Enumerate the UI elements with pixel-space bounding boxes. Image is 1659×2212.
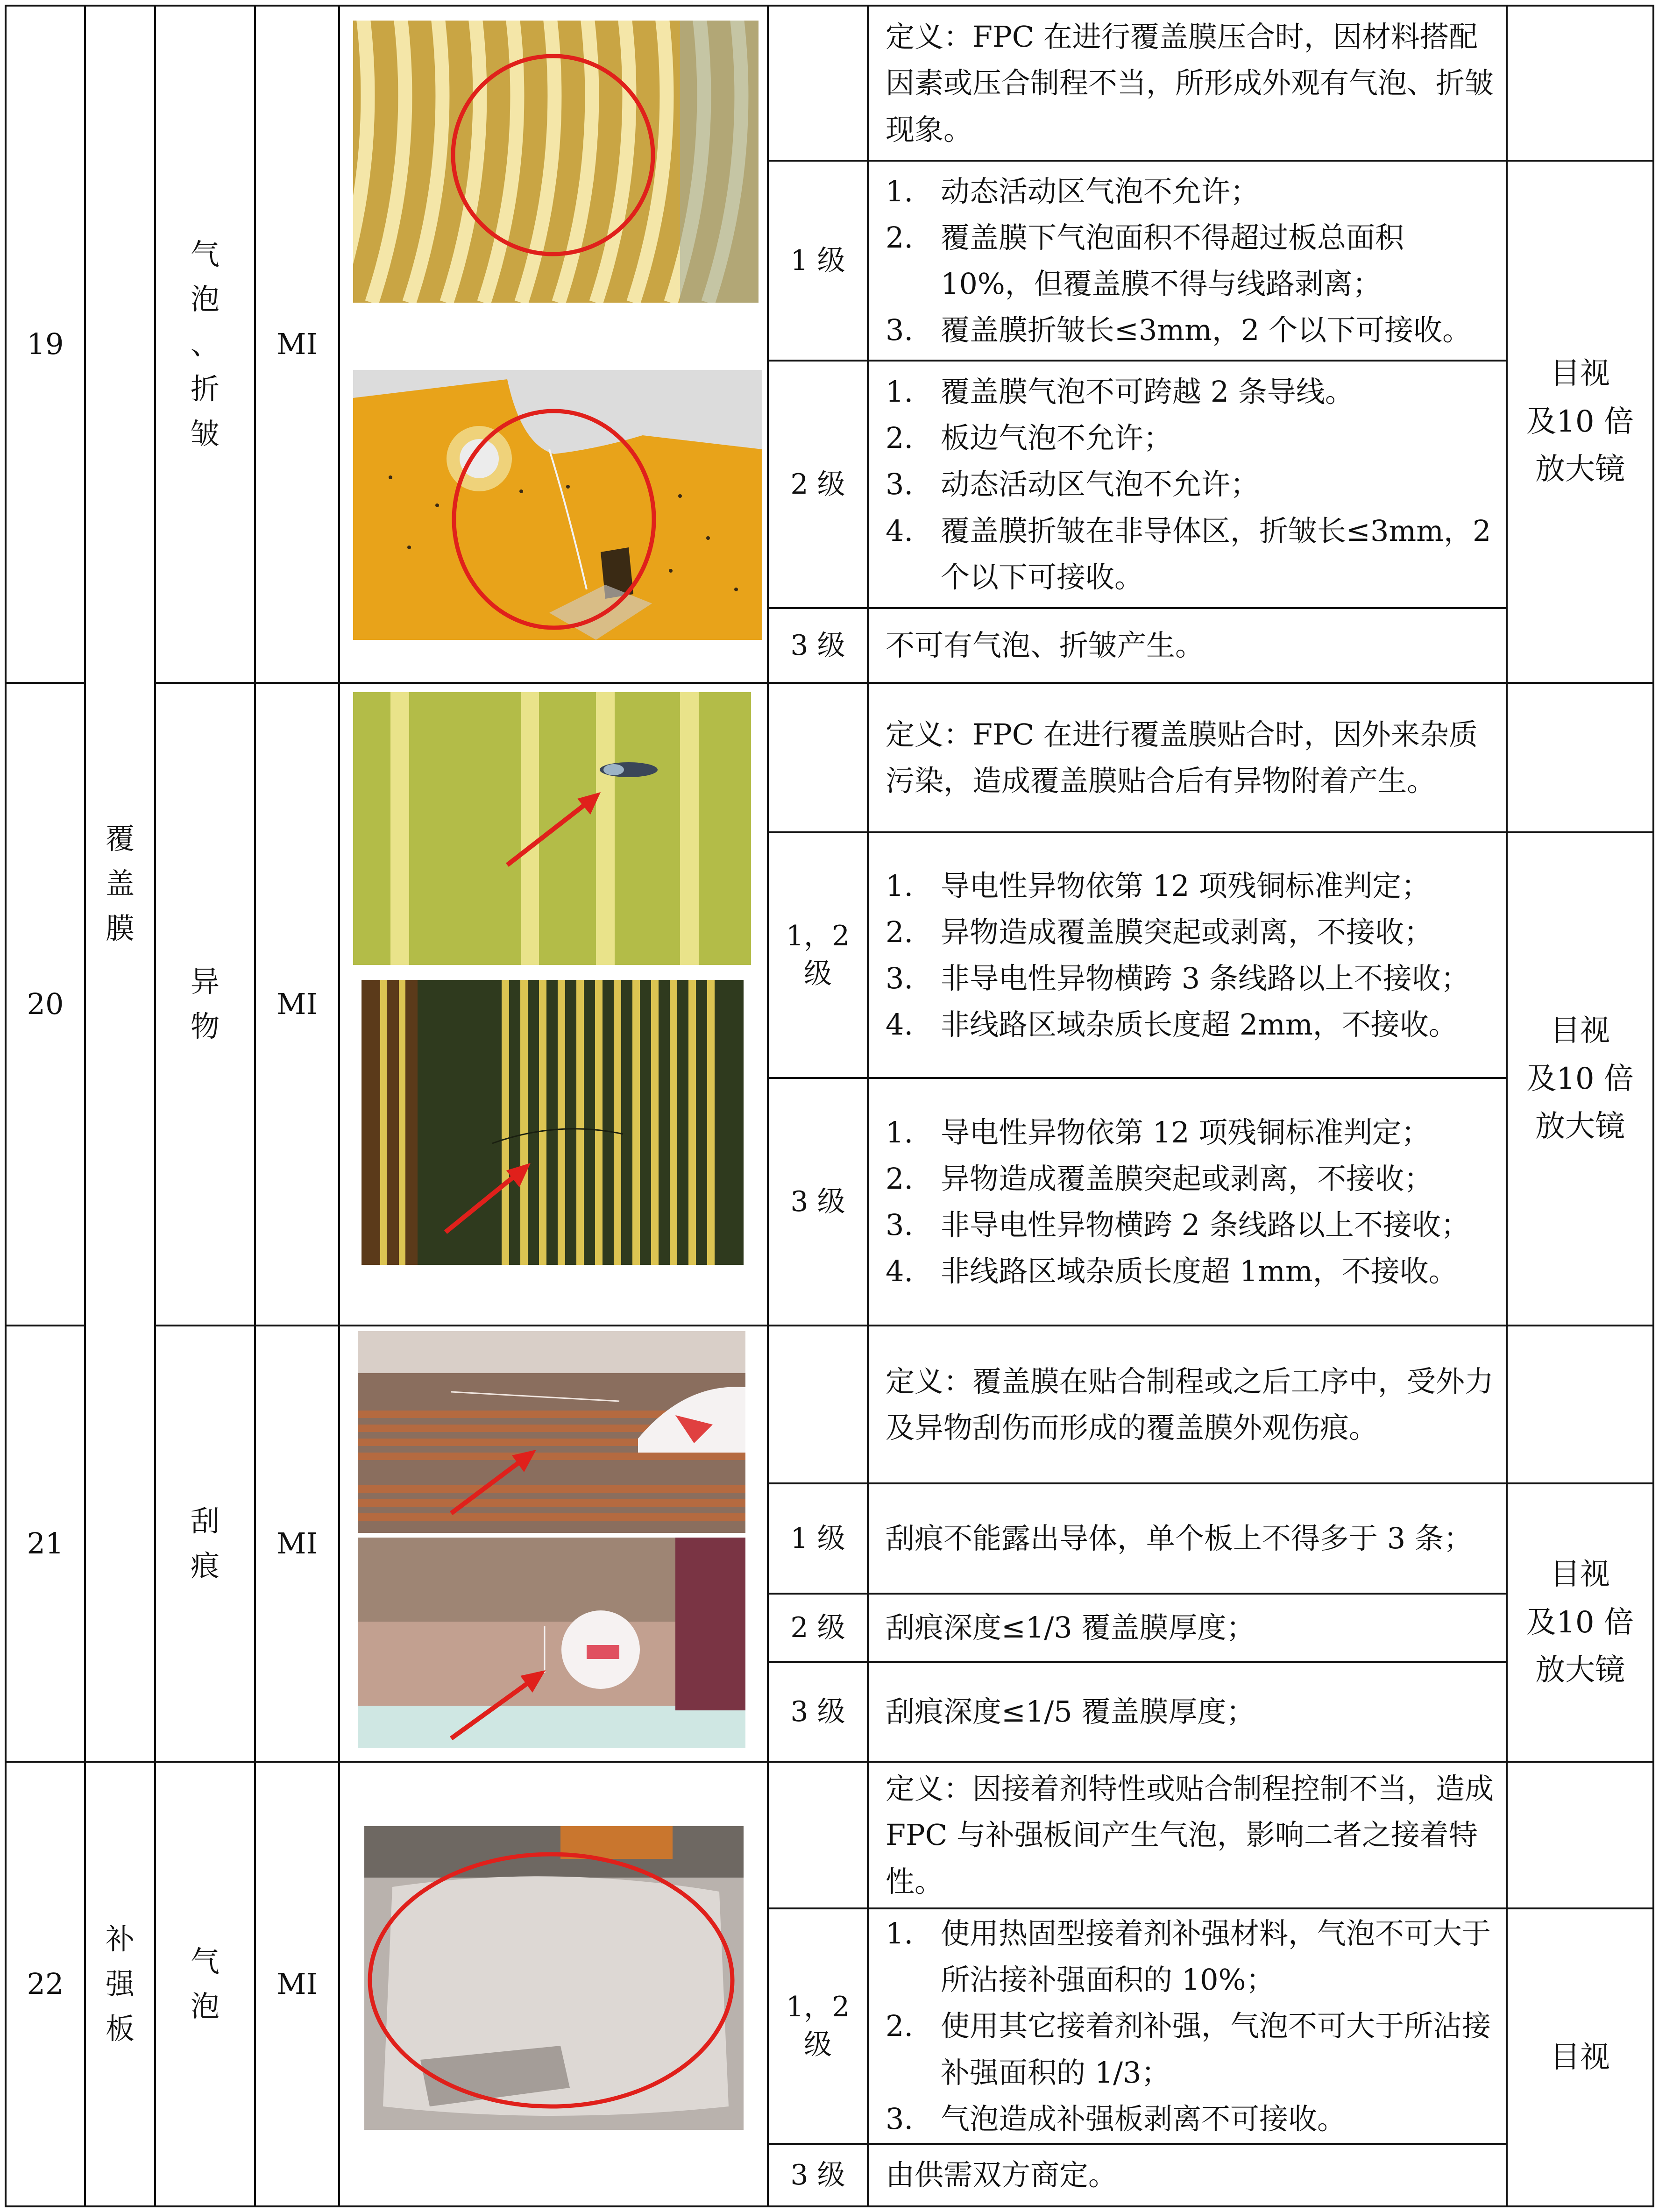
row-20-definition: 定义：FPC 在进行覆盖膜贴合时，因外来杂质污染，造成覆盖膜贴合后有异物附着产生。 [867, 682, 1508, 833]
row-21-level-1: 1 级 [767, 1482, 869, 1595]
row-19-inspection-method: 目视 及10 倍 放大镜 [1506, 160, 1654, 684]
row-19-level-3-criteria: 不可有气泡、折皱产生。 [867, 607, 1508, 684]
row-21-number: 21 [5, 1325, 86, 1763]
row-19-level-1-criteria: 1. 动态活动区气泡不允许； 2. 覆盖膜下气泡面积不得超过板总面积 10%，但覆盖膜不得与线路剥离； 3. 覆盖膜折皱长≤3mm，2 个以下可接收。 [867, 160, 1508, 362]
row-19-defect-name: 气 泡 、 折 皱 [154, 5, 256, 684]
row-21-def-method-cell [1506, 1325, 1654, 1484]
row-20-number: 20 [5, 682, 86, 1326]
row-21-photo-scratch-1 [358, 1331, 745, 1533]
row-21-level-2: 2 级 [767, 1593, 869, 1663]
row-22-definition: 定义：因接着剂特性或贴合制程控制不当，造成 FPC 与补强板间产生气泡，影响二者之接着特性。 [867, 1761, 1508, 1909]
row-21-defect-name: 刮 痕 [154, 1325, 256, 1763]
row-21-defect-type: MI [254, 1325, 340, 1763]
row-20-photo-foreign-matter-2 [362, 980, 744, 1265]
row-22-level-1-2-criteria: 1. 使用热固型接着剂补强材料，气泡不可大于所沾接补强面积的 10%； 2. 使用其它接着剂补强，气泡不可大于所沾接补强面积的 1/3； 3. 气泡造成补强板剥离不可接收。 [867, 1907, 1508, 2145]
row-19-level-2: 2 级 [767, 360, 869, 609]
row-21-definition: 定义：覆盖膜在贴合制程或之后工序中，受外力及异物刮伤而形成的覆盖膜外观伤痕。 [867, 1325, 1508, 1484]
row-20-inspection-method: 目视 及10 倍 放大镜 [1506, 831, 1654, 1326]
row-20-level-1-2: 1，2 级 [767, 831, 869, 1079]
row-21-def-level-cell [767, 1325, 869, 1484]
row-22-level-1-2: 1，2 级 [767, 1907, 869, 2145]
row-20-def-level-cell [767, 682, 869, 833]
row-19-level-2-criteria: 1. 覆盖膜气泡不可跨越 2 条导线。 2. 板边气泡不允许； 3. 动态活动区气泡不允许； 4. 覆盖膜折皱在非导体区，折皱长≤3mm，2 个以下可接收。 [867, 360, 1508, 609]
row-19-level-1: 1 级 [767, 160, 869, 362]
row-21-level-3: 3 级 [767, 1661, 869, 1763]
row-22-number: 22 [5, 1761, 86, 2207]
row-19-def-level-cell [767, 5, 869, 162]
row-22-level-3-criteria: 由供需双方商定。 [867, 2143, 1508, 2207]
row-20-photo-foreign-matter-1 [353, 692, 751, 965]
row-22-defect-name: 气 泡 [154, 1761, 256, 2207]
row-22-def-method-cell [1506, 1761, 1654, 1909]
row-19-def-method-cell [1506, 5, 1654, 162]
row-22-level-3: 3 级 [767, 2143, 869, 2207]
row-20-def-method-cell [1506, 682, 1654, 833]
row-20-level-3: 3 级 [767, 1077, 869, 1326]
row-20-level-3-criteria: 1. 导电性异物依第 12 项残铜标准判定； 2. 异物造成覆盖膜突起或剥离，不接收； 3. 非导电性异物横跨 2 条线路以上不接收； 4. 非线路区域杂质长度超 1mm，不接收。 [867, 1077, 1508, 1326]
row-20-defect-type: MI [254, 682, 340, 1326]
row-22-inspection-method: 目视 [1506, 1907, 1654, 2207]
row-21-inspection-method: 目视 及10 倍 放大镜 [1506, 1482, 1654, 1763]
row-19-level-3: 3 级 [767, 607, 869, 684]
row-21-level-1-criteria: 刮痕不能露出导体，单个板上不得多于 3 条； [867, 1482, 1508, 1595]
row-21-photo-scratch-2 [358, 1538, 745, 1748]
category-stiffener: 补 强 板 [84, 1761, 156, 2207]
row-19-photo-bubble-closeup [353, 21, 759, 303]
row-22-defect-type: MI [254, 1761, 340, 2207]
row-19-defect-type: MI [254, 5, 340, 684]
row-20-level-1-2-criteria: 1. 导电性异物依第 12 项残铜标准判定； 2. 异物造成覆盖膜突起或剥离，不接收； 3. 非导电性异物横跨 3 条线路以上不接收； 4. 非线路区域杂质长度超 2mm，不接收。 [867, 831, 1508, 1079]
row-19-number: 19 [5, 5, 86, 684]
row-19-definition: 定义：FPC 在进行覆盖膜压合时，因材料搭配因素或压合制程不当，所形成外观有气泡、折皱现象。 [867, 5, 1508, 162]
row-20-defect-name: 异 物 [154, 682, 256, 1326]
row-22-def-level-cell [767, 1761, 869, 1909]
row-19-photo-wrinkle-board [353, 370, 762, 640]
category-coverlay: 覆 盖 膜 [84, 5, 156, 1763]
row-21-level-2-criteria: 刮痕深度≤1/3 覆盖膜厚度； [867, 1593, 1508, 1663]
row-22-photo-stiffener-bubble [364, 1826, 744, 2130]
row-21-level-3-criteria: 刮痕深度≤1/5 覆盖膜厚度； [867, 1661, 1508, 1763]
